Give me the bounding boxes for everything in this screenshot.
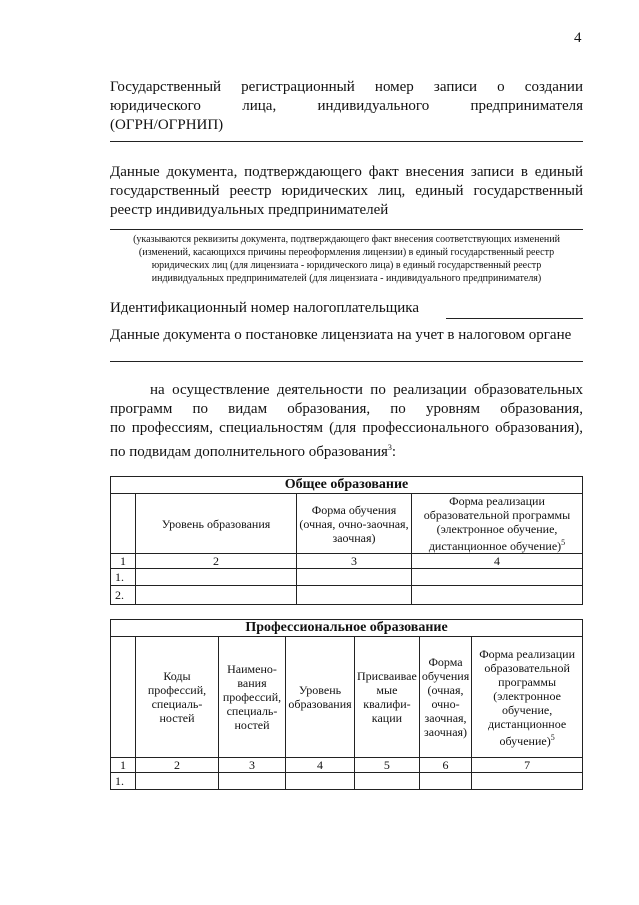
ogrn-fill-line [110,141,583,142]
table-cell[interactable] [286,773,355,790]
general-header-impl [412,494,583,554]
table-cell[interactable] [472,773,583,790]
footnote-5-prof: 5 [550,732,555,742]
prof-header-names: Наимено-вания профессий, специаль-ностей [219,637,286,758]
general-num: 1 [111,554,136,569]
general-header-level: Уровень образования [136,494,297,554]
note-line-1: (указываются реквизиты документа, подтверждающего факт внесения соответствующих изменений [133,234,560,245]
prof-row-number: 1. [111,773,136,790]
table-cell[interactable] [136,569,297,586]
activity-line-2: программ по видам образования, по уровням образования, [110,401,583,417]
prof-header-form: Форма обучения (очная, очно-заочная, заочная) [419,637,471,758]
egrul-fill-line [110,229,583,230]
table-cell[interactable] [412,586,583,605]
prof-header-level: Уровень образования [286,637,355,758]
inn-label: Идентификационный номер налогоплательщика [110,300,420,316]
egrul-line-3: реестр индивидуальных предпринимателей [110,202,389,218]
egrul-line-1: Данные документа, подтверждающего факт внесения записи в единый [110,164,583,180]
professional-corner [111,637,136,758]
prof-num: 1 [111,758,136,773]
activity-line-4 [110,438,583,462]
activity-line-4-text: по подвидам дополнительного образования [110,444,388,460]
table-cell[interactable] [136,773,219,790]
activity-colon: : [391,444,397,460]
prof-num: 7 [472,758,583,773]
prof-num: 4 [286,758,355,773]
general-num: 3 [297,554,412,569]
general-num: 4 [412,554,583,569]
egrul-note [110,233,583,285]
activity-text [110,381,583,462]
prof-header-qual: Присваивае мые квалифи-кации [355,637,420,758]
general-header-form: Форма обучения (очная, очно-заочная, заочная) [297,494,412,554]
note-line-4: индивидуальных предпринимателей (для лицензиата - индивидуального предпринимателя) [151,273,542,284]
activity-line-3: по профессиям, специальностям (для профессионального образования), [110,420,583,436]
footnote-5-general: 5 [561,538,566,547]
table-cell[interactable] [355,773,420,790]
note-line-3: юридических лиц (для лицензиата - юридического лица) в единый государственный реестр [151,260,542,271]
general-title: Общее образование [111,477,583,494]
prof-header-codes: Коды профессий, специаль-ностей [136,637,219,758]
general-corner [111,494,136,554]
ogrn-line-1: Государственный регистрационный номер записи о создании [110,79,583,95]
egrul-label [110,163,583,220]
general-education-table [110,476,583,605]
table-cell[interactable] [219,773,286,790]
note-line-2: (изменений, касающихся причины переоформления лицензии) в единый государственный реестр [138,247,555,258]
table-cell[interactable] [136,586,297,605]
professional-title: Профессиональное образование [111,620,583,637]
prof-num: 5 [355,758,420,773]
general-row-number: 1. [111,569,136,586]
general-num: 2 [136,554,297,569]
table-cell[interactable] [297,569,412,586]
table-cell[interactable] [419,773,471,790]
professional-education-table [110,619,583,790]
prof-num: 3 [219,758,286,773]
ogrn-line-2: юридического лица, индивидуального предпринимателя [110,98,583,114]
tax-fill-line [110,361,583,362]
table-cell[interactable] [412,569,583,586]
page-number: 4 [574,30,582,46]
prof-header-impl [472,637,583,758]
prof-num: 6 [419,758,471,773]
activity-line-1: на осуществление деятельности по реализации образовательных [150,382,583,398]
footnote-3: 3 [387,443,392,452]
general-header-impl-text: Форма реализации образовательной программы (электронное обучение, дистанционное обучение) [423,494,571,553]
inn-fill-line [446,318,583,319]
prof-num: 2 [136,758,219,773]
table-cell[interactable] [297,586,412,605]
tax-label: Данные документа о постановке лицензиата на учет в налоговом органе [110,327,572,343]
prof-header-impl-text: Форма реализации образовательной программы (электронное обучение, дистанционное обучение) [479,646,575,748]
egrul-line-2: государственный реестр юридических лиц, единый государственный [110,183,583,199]
ogrn-line-3: (ОГРН/ОГРНИП) [110,117,224,133]
general-row-number: 2. [111,586,136,605]
ogrn-label [110,78,583,135]
